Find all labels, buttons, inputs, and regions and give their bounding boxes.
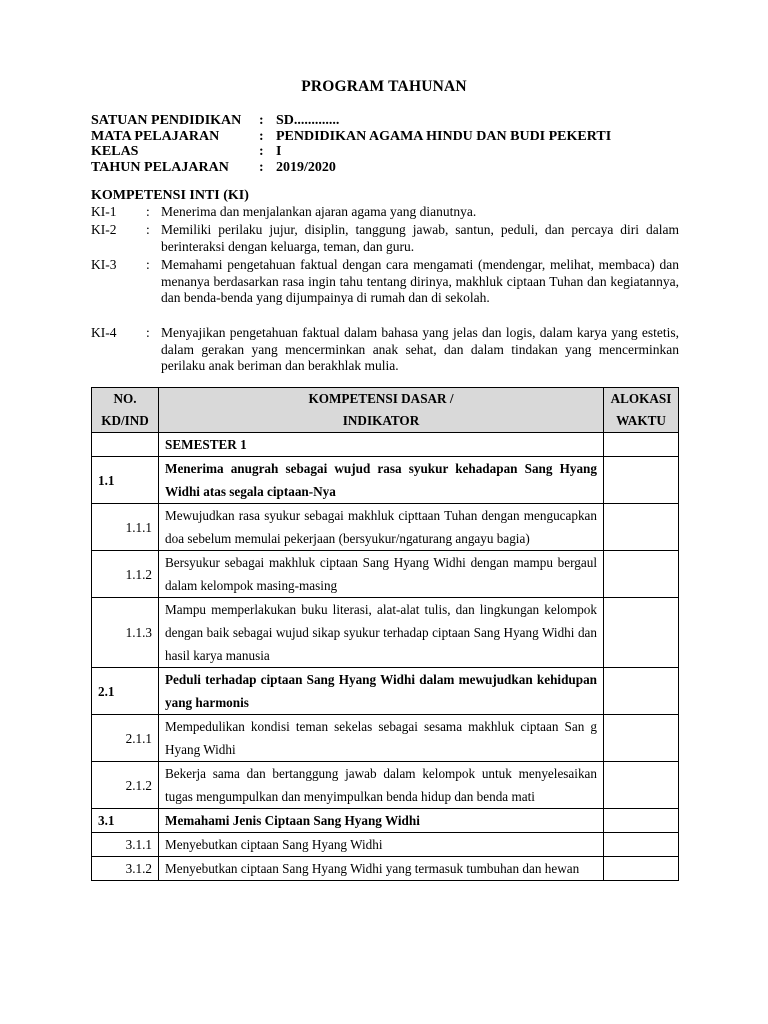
header-time: [604, 388, 679, 433]
meta-value: 2019/2020: [276, 159, 336, 175]
cell-no: 1.1.3: [92, 598, 159, 668]
cell-time: [604, 857, 679, 881]
cell-time: [604, 551, 679, 598]
table-header-row: [92, 388, 679, 433]
cell-no: [92, 433, 159, 457]
ki-label: KI-1: [91, 204, 117, 219]
cell-no: 3.1.1: [92, 833, 159, 857]
cell-text: Bersyukur sebagai makhluk ciptaan Sang Hyang Widhi dengan mampu bergaul dalam kelompok masing-masing: [159, 551, 604, 598]
ki-label: KI-4: [91, 325, 117, 340]
cell-text: Mampu memperlakukan buku literasi, alat-alat tulis, dan lingkungan kelompok dengan baik sebagai wujud sikap syukur terhadap ciptaan Sang Hyang Widhi dan hasil karya manusia: [159, 598, 604, 668]
cell-text: Menerima anugrah sebagai wujud rasa syukur kehadapan Sang Hyang Widhi atas segala ciptaan-Nya: [159, 457, 604, 504]
meta-key: TAHUN PELAJARAN: [91, 159, 229, 175]
meta-key: MATA PELAJARAN: [91, 128, 220, 144]
ki-colon: :: [146, 257, 150, 272]
cell-text: Bekerja sama dan bertanggung jawab dalam kelompok untuk menyelesaikan tugas mengumpulkan dan menyimpulkan benda hidup dan benda mati: [159, 762, 604, 809]
cell-time: [604, 598, 679, 668]
meta-colon: :: [259, 128, 264, 144]
header-no: [92, 388, 159, 433]
cell-text: Peduli terhadap ciptaan Sang Hyang Widhi dalam mewujudkan kehidupan yang harmonis: [159, 668, 604, 715]
table-row: [92, 668, 679, 715]
table-row: [92, 504, 679, 551]
cell-no: 2.1: [92, 668, 159, 715]
cell-no: 2.1.2: [92, 762, 159, 809]
cell-text: Mempedulikan kondisi teman sekelas sebagai sesama makhluk ciptaan San g Hyang Widhi: [159, 715, 604, 762]
meta-value: PENDIDIKAN AGAMA HINDU DAN BUDI PEKERTI: [276, 128, 612, 144]
cell-no: 1.1.1: [92, 504, 159, 551]
header-kd-line1: KOMPETENSI DASAR /: [308, 391, 454, 406]
cell-text: Menyebutkan ciptaan Sang Hyang Widhi: [159, 833, 604, 857]
table-row: [92, 809, 679, 833]
program-table: [91, 387, 679, 881]
meta-colon: :: [259, 113, 264, 128]
cell-time: [604, 833, 679, 857]
meta-row: [91, 144, 611, 160]
meta-value: SD.............: [276, 113, 340, 128]
meta-row: [91, 113, 611, 129]
cell-no: 3.1.2: [92, 857, 159, 881]
cell-text: Memahami Jenis Ciptaan Sang Hyang Widhi: [159, 809, 604, 833]
header-time-line2: WAKTU: [616, 413, 666, 428]
header-no-line1: NO.: [113, 391, 137, 406]
meta-colon: :: [259, 159, 264, 175]
table-row: [92, 457, 679, 504]
header-kd: [159, 388, 604, 433]
table-row: [92, 762, 679, 809]
ki-text: Memiliki perilaku jujur, disiplin, tanggung jawab, santun, peduli, dan percaya diri dalam berinteraksi dengan keluarga, teman, dan guru.: [161, 222, 679, 254]
table-row: [92, 598, 679, 668]
cell-no: 1.1: [92, 457, 159, 504]
cell-no: 2.1.1: [92, 715, 159, 762]
ki-label: KI-2: [91, 222, 117, 237]
cell-no: 3.1: [92, 809, 159, 833]
header-time-line1: ALOKASI: [610, 391, 672, 406]
table-row: [92, 833, 679, 857]
cell-time: [604, 762, 679, 809]
meta-row: [91, 129, 611, 145]
ki-text: Menerima dan menjalankan ajaran agama yang dianutnya.: [161, 204, 477, 219]
meta-row: [91, 160, 611, 176]
header-no-line2: KD/IND: [101, 413, 149, 428]
ki-text: Menyajikan pengetahuan faktual dalam bahasa yang jelas dan logis, dalam karya yang estetis, dalam gerakan yang mencerminkan anak sehat, dan dalam tindakan yang mencerminkan perilaku anak beriman dan berakhlak mulia.: [161, 325, 679, 373]
cell-time: [604, 433, 679, 457]
cell-text: Mewujudkan rasa syukur sebagai makhluk cipttaan Tuhan dengan mengucapkan doa sebelum memulai pekerjaan (bersyukur/ngaturang angayu bagia): [159, 504, 604, 551]
identity-block: [91, 113, 611, 175]
cell-time: [604, 809, 679, 833]
meta-value: I: [276, 144, 282, 159]
cell-text: SEMESTER 1: [159, 433, 604, 457]
meta-key: SATUAN PENDIDIKAN: [91, 113, 242, 128]
meta-colon: :: [259, 144, 264, 159]
page-title: PROGRAM TAHUNAN: [301, 78, 467, 95]
cell-no: 1.1.2: [92, 551, 159, 598]
header-kd-line2: INDIKATOR: [342, 413, 420, 428]
ki-item: [91, 204, 679, 221]
cell-time: [604, 715, 679, 762]
ki-item: [91, 257, 679, 307]
ki-colon: :: [146, 325, 150, 340]
cell-time: [604, 457, 679, 504]
ki-colon: :: [146, 222, 150, 237]
ki-colon: :: [146, 204, 150, 219]
table-row: [92, 551, 679, 598]
table-row: [92, 715, 679, 762]
ki-label: KI-3: [91, 257, 117, 272]
table-row: [92, 433, 679, 457]
meta-key: KELAS: [91, 144, 139, 159]
cell-text: Menyebutkan ciptaan Sang Hyang Widhi yang termasuk tumbuhan dan hewan: [159, 857, 604, 881]
ki-heading: KOMPETENSI INTI (KI): [91, 188, 249, 203]
ki-item: [91, 325, 679, 375]
ki-item: [91, 222, 679, 255]
cell-time: [604, 668, 679, 715]
cell-time: [604, 504, 679, 551]
ki-text: Memahami pengetahuan faktual dengan cara mengamati (mendengar, melihat, membaca) dan menanya berdasarkan rasa ingin tahu tentang dirinya, makhluk ciptaan Tuhan dan kegiatannya, dan benda-benda yang dijumpainya di rumah dan di sekolah.: [161, 257, 679, 305]
table-row: [92, 857, 679, 881]
